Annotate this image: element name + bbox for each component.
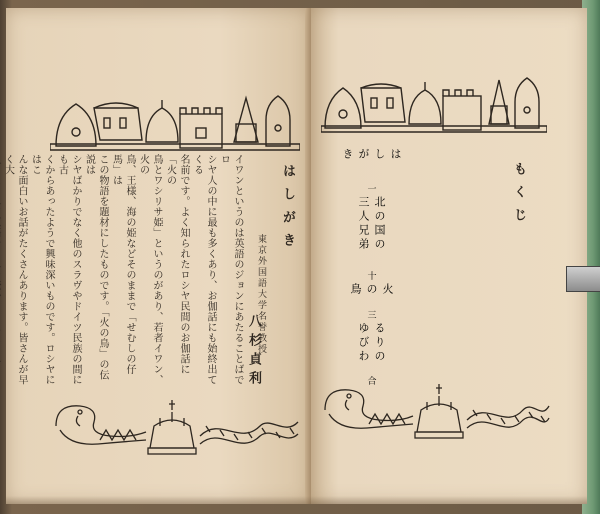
preface-line: シヤばかりでなく他のスラヴやドイツ民族の間にも古: [56, 154, 81, 385]
bookmark-tab: [566, 266, 600, 292]
right-page: [311, 8, 587, 504]
onion-dome-skyline-illustration: [50, 90, 300, 154]
toc-page-number: 十: [365, 271, 376, 284]
preface-line: [0, 154, 1, 386]
preface-title: はしがき: [280, 164, 295, 256]
toc-page-number: 一: [365, 183, 376, 196]
toc-item[interactable]: [349, 283, 394, 323]
toc-label: 火の鳥: [349, 283, 394, 298]
preface-line: 鳥、王様、海の姫などそのままで「せむしの仔馬」は: [110, 154, 135, 375]
toc-label: 北の国の 三人兄弟: [357, 195, 386, 252]
toc-label: はしがき: [341, 148, 402, 162]
preface-line: 鳥とワシリサ姫」というのがあり、若者イワン、火の: [137, 154, 162, 385]
preface-line: イワンというのは英語のジョンにあたることばでロ: [218, 154, 243, 385]
toc-list: [341, 148, 402, 388]
preface-line: んな面白いお話がたくさんあります。皆さんが早く大: [2, 154, 27, 385]
onion-dome-skyline-illustration: [321, 72, 547, 136]
preface-line: くからあったようで興味深いものです。ロシヤにはこ: [29, 154, 54, 385]
toc-page-number: 合: [365, 376, 376, 388]
page-bottom-shadow: [6, 496, 587, 504]
preface-line: この物語を題材にしたものです。「火の鳥」の伝説は: [83, 154, 108, 380]
toc-item[interactable]: [341, 148, 402, 196]
author-affiliation: 東京外国語大学名誉教授: [256, 234, 266, 355]
firebird-crown-illustration: [50, 396, 300, 460]
left-page: [2, 8, 311, 504]
firebird-crown-illustration: [321, 380, 551, 444]
preface-line: シヤ人の中に最も多くあり、お伽話にも始終出てくる: [191, 154, 216, 385]
toc-page-number: 三: [365, 310, 376, 323]
toc-title: もくじ: [511, 162, 526, 231]
toc-item[interactable]: [357, 195, 386, 284]
toc-item[interactable]: [357, 322, 386, 388]
preface-line: 名前です。よく知られたロシヤ民間のお伽話に「火の: [164, 154, 189, 375]
author-name: 八杉貞利: [246, 314, 261, 390]
preface-body: [2, 154, 244, 386]
toc-label: るりのゆびわ: [357, 322, 386, 365]
